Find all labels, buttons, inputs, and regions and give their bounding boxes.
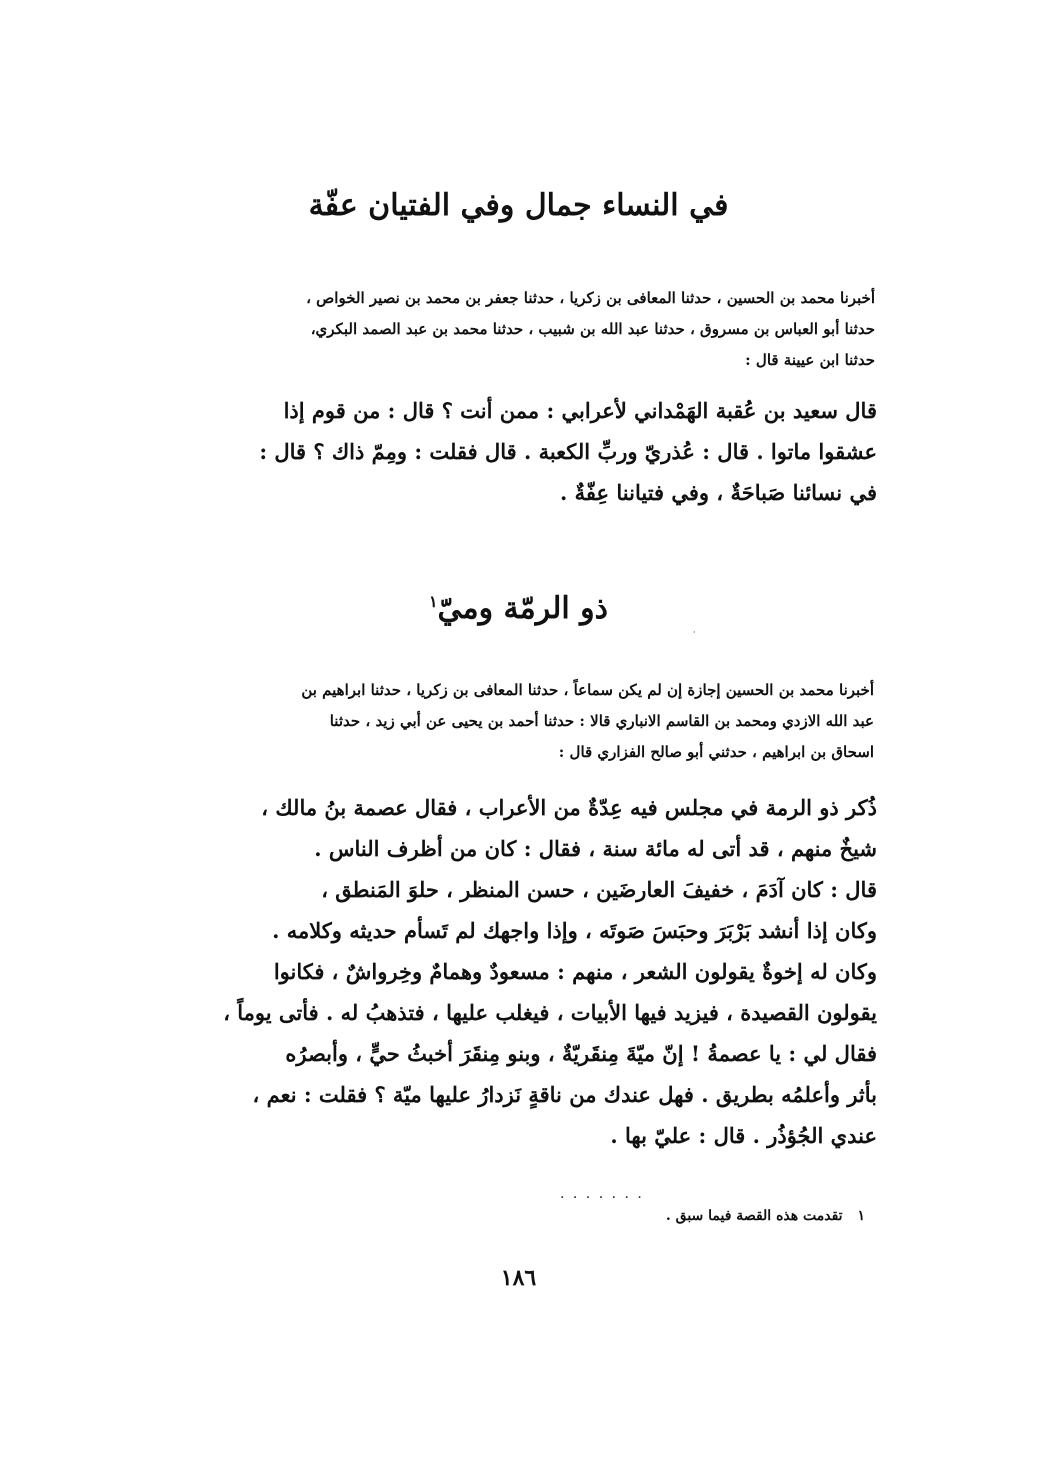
text-line: عندي الجُؤذُر . قال : عليّ بها . — [610, 1123, 877, 1148]
page-number: ١٨٦ — [500, 1265, 537, 1291]
text-line: فقال لي : يا عصمةُ ! إنّ ميّةَ مِنقَريّةٌ ، وبنو مِنقَرَ أخبثُ حيٍّ ، وأبصرُه — [285, 1041, 877, 1066]
stray-mark: · — [693, 628, 696, 637]
text-line: قال سعيد بن عُقبة الهَمْداني لأعرابي : ممن أنت ؟ قال : من قوم إذا — [283, 398, 877, 423]
text-line: عشقوا ماتوا . قال : عُذريّ وربِّ الكعبة . قال فقلت : ومِمّ ذاك ؟ قال : — [259, 439, 877, 464]
isnad-line: أخبرنا محمد بن الحسين إجازة إن لم يكن سماعاً ، حدثنا المعافى بن زكريا ، حدثنا ابراهيم بن — [301, 681, 874, 699]
isnad-line: اسحاق بن ابراهيم ، حدثني أبو صالح الفزاري قال : — [558, 743, 874, 761]
footnote-number: ١ — [857, 1208, 865, 1224]
isnad-line: عبد الله الازدي ومحمد بن القاسم الانباري قالا : حدثنا أحمد بن يحيى عن أبي زيد ، حدثنا — [329, 712, 874, 730]
isnad-line: حدثنا أبو العباس بن مسروق ، حدثنا عبد الله بن شبيب ، حدثنا محمد بن عبد الصمد البكري، — [310, 320, 875, 338]
section-title-text: ذو الرمّة وميّ — [437, 591, 609, 626]
text-line: يقولون القصيدة ، فيزيد فيها الأبيات ، فيغلب عليها ، فتذهبُ له . فأتى يوماً ، — [223, 1000, 877, 1025]
text-line: قال : كان آدَمَ ، خفيفَ العارضَين ، حسن المنظر ، حلوَ المَنطق ، — [321, 877, 877, 902]
text-line: وكان له إخوةٌ يقولون الشعر ، منهم : مسعودٌ وهمامٌ وخِرواشٌ ، فكانوا — [273, 959, 877, 984]
footnote-separator: . . . . . . . — [560, 1186, 644, 1202]
footnote — [666, 1208, 865, 1224]
isnad-line: حدثنا ابن عيينة قال : — [745, 351, 875, 369]
chain-of-narration — [155, 283, 875, 376]
text-line: بأثر وأعلمُه بطريق . فهل عندك من ناقةٍ نَزدارُ عليها ميّة ؟ فقلت : نعم ، — [252, 1082, 877, 1107]
section-title: في النساء جمال وفي الفتيان عفّة — [308, 188, 729, 223]
narrative-text — [157, 390, 877, 513]
isnad-line: أخبرنا محمد بن الحسين ، حدثنا المعافى بن زكريا ، حدثنا جعفر بن محمد بن نصير الخواص ، — [306, 289, 875, 307]
chain-of-narration — [154, 675, 874, 768]
narrative-text — [157, 787, 877, 1156]
footnote-text: تقدمت هذه القصة فيما سبق . — [665, 1208, 843, 1224]
text-line: وكان إذا أنشد بَرْبَرَ وحبَسَ صَوتَه ، وإذا واجهك لم تَسأم حديثه وكلامه . — [272, 918, 877, 943]
text-line: شيخٌ منهم ، قد أتى له مائة سنة ، فقال : كان من أظرف الناس . — [314, 836, 877, 861]
footnote-ref: ١ — [428, 592, 438, 611]
text-line: في نسائنا صَباحَةٌ ، وفي فتياننا عِفّةٌ . — [560, 480, 877, 505]
section-title — [0, 591, 1037, 626]
text-line: ذُكر ذو الرمة في مجلس فيه عِدّةٌ من الأعراب ، فقال عصمة بنُ مالك ، — [261, 795, 877, 820]
